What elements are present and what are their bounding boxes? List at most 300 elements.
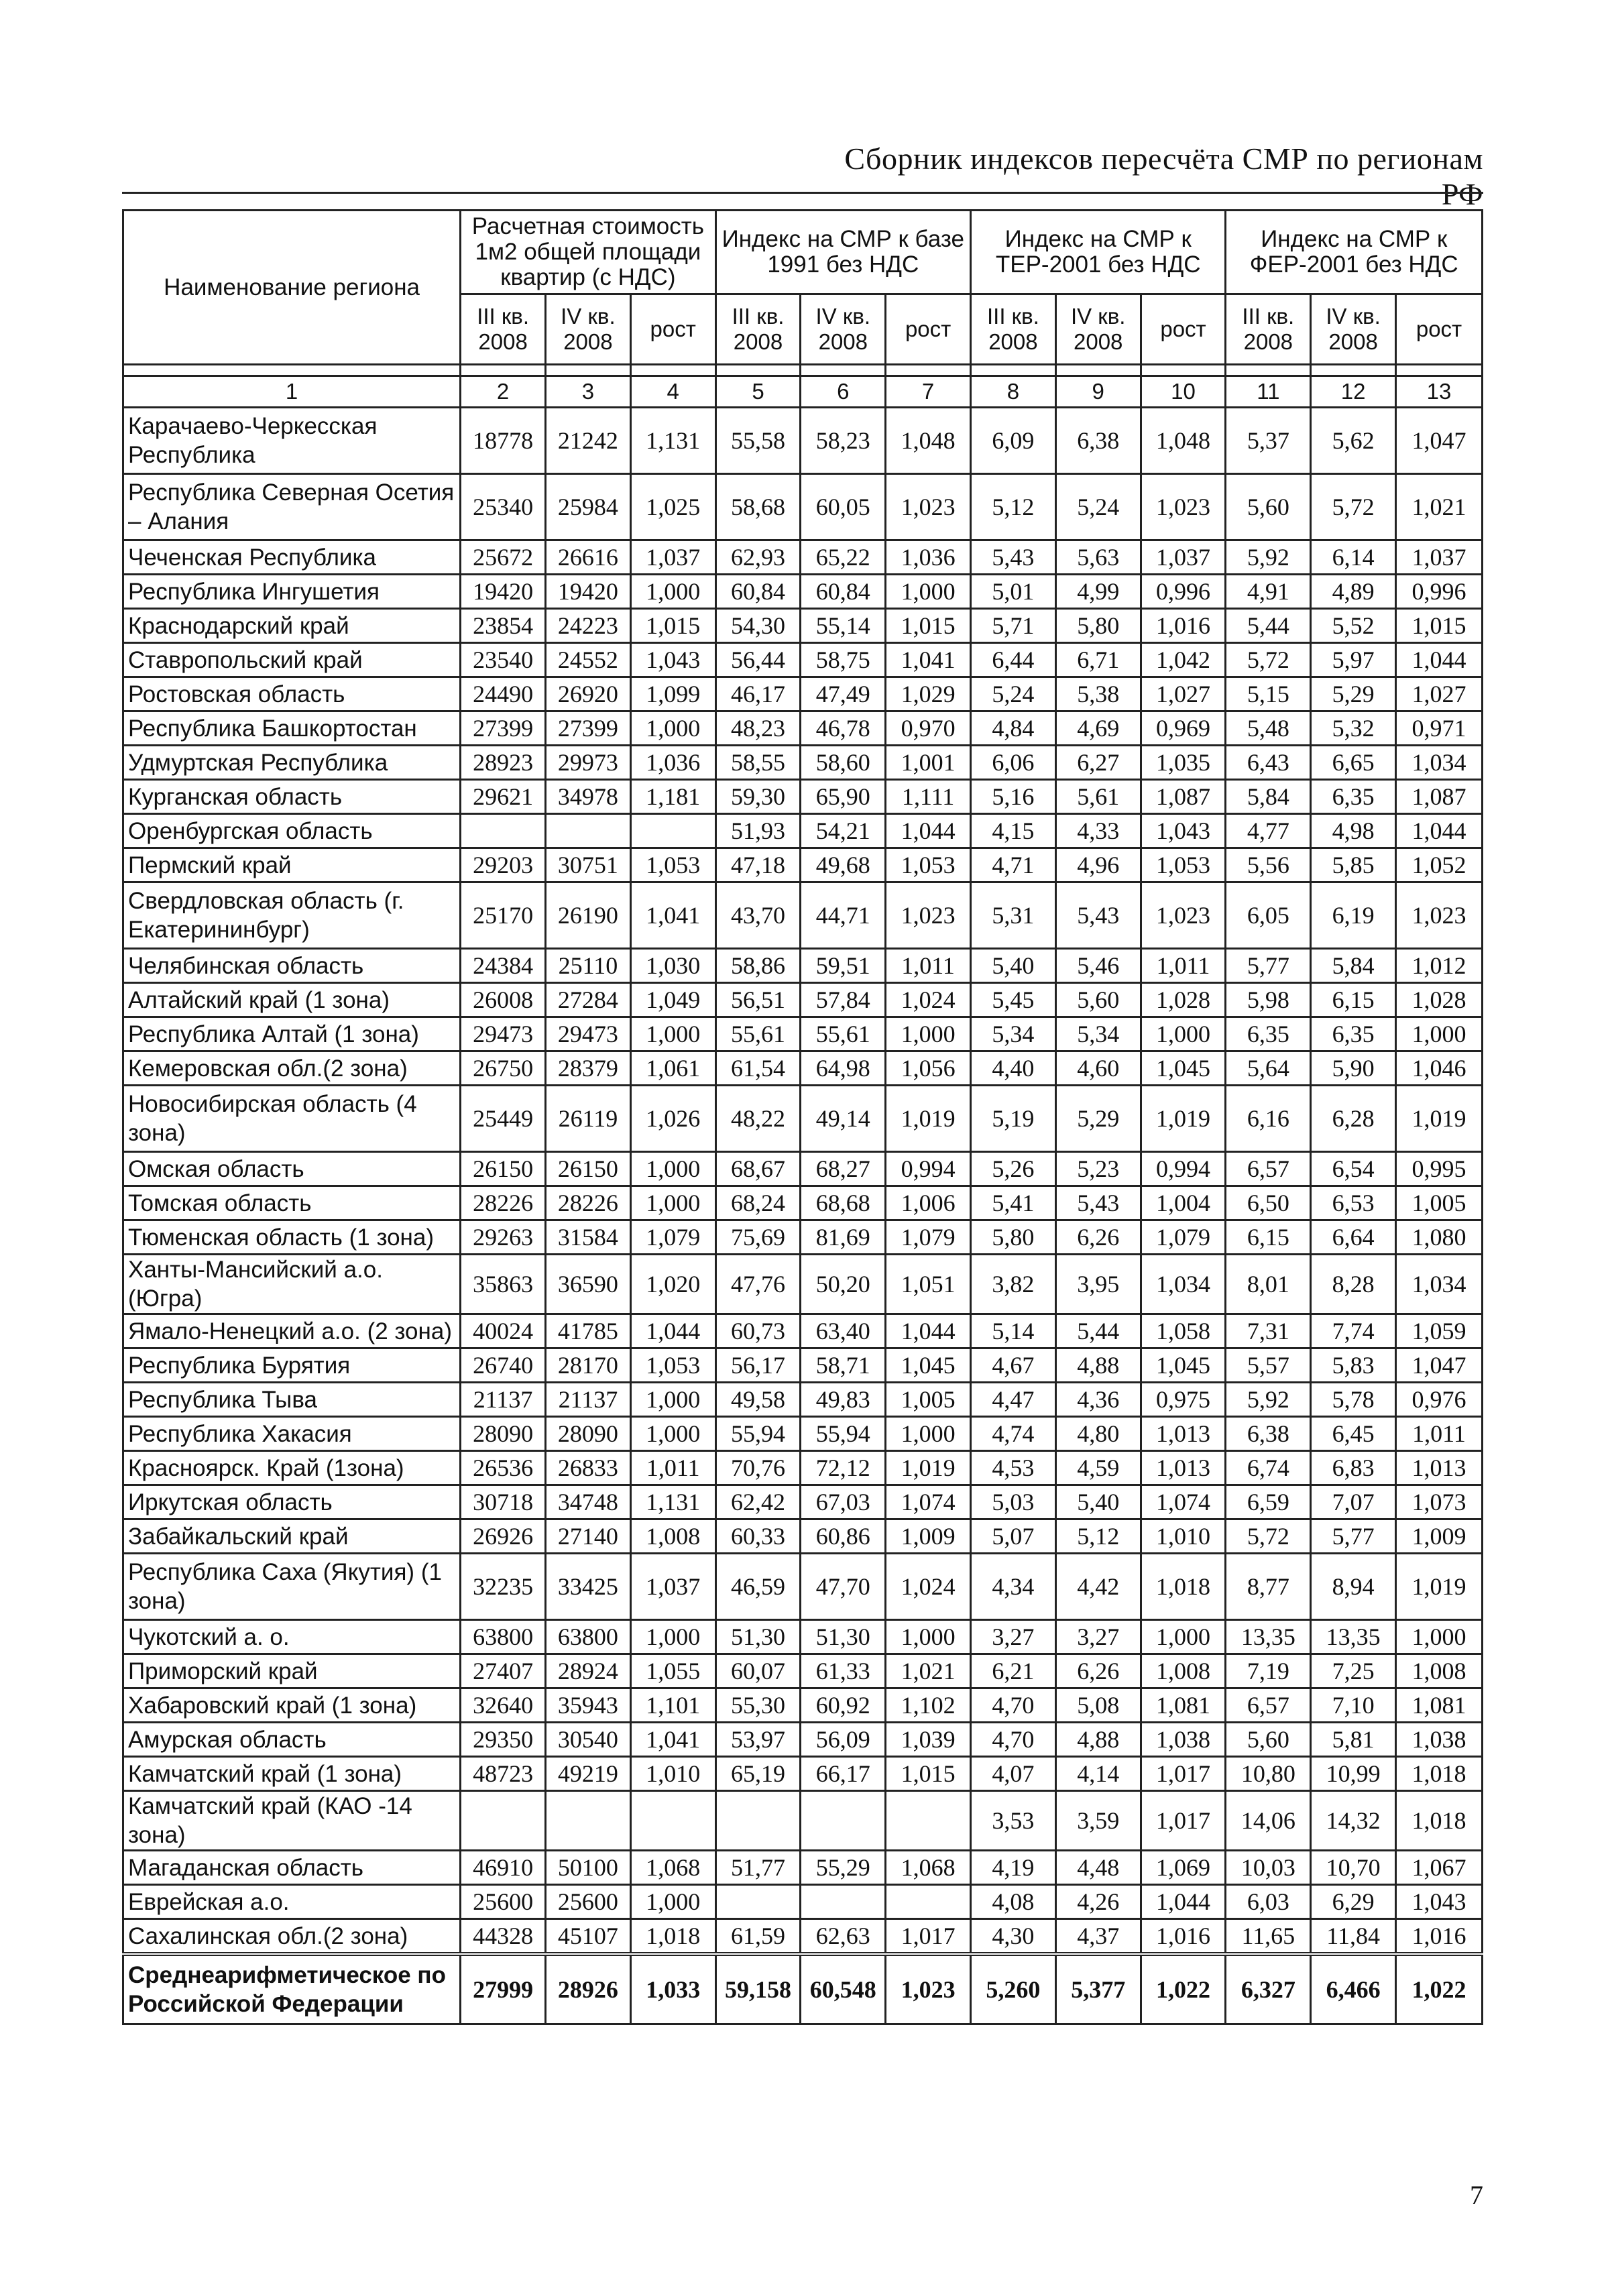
header-rule [122, 192, 1483, 194]
value-cell: 1,079 [886, 1220, 971, 1255]
table-row [123, 1348, 1483, 1383]
value-cell: 1,016 [1396, 1919, 1483, 1955]
value-cell: 63800 [461, 1620, 546, 1654]
value-cell: 65,22 [801, 540, 886, 575]
value-cell: 46910 [461, 1851, 546, 1885]
value-cell: 4,53 [971, 1451, 1056, 1485]
value-cell: 5,41 [971, 1186, 1056, 1220]
value-cell: 1,000 [1396, 1017, 1483, 1051]
region-name: Республика Хакасия [123, 1417, 461, 1451]
value-cell: 1,027 [1396, 677, 1483, 711]
region-name: Республика Бурятия [123, 1348, 461, 1383]
value-cell: 19420 [461, 575, 546, 609]
table-body [123, 408, 1483, 1955]
value-cell: 6,59 [1226, 1485, 1311, 1519]
value-cell: 1,102 [886, 1688, 971, 1723]
value-cell: 24552 [546, 643, 631, 677]
value-cell: 5,84 [1226, 780, 1311, 814]
value-cell: 1,079 [1141, 1220, 1226, 1255]
value-cell: 1,111 [886, 780, 971, 814]
value-cell: 25170 [461, 882, 546, 949]
value-cell: 32235 [461, 1554, 546, 1620]
value-cell: 5,07 [971, 1519, 1056, 1554]
value-cell: 5,97 [1311, 643, 1396, 677]
value-cell: 65,19 [715, 1757, 801, 1791]
value-cell: 64,98 [801, 1051, 886, 1086]
value-cell: 66,17 [801, 1757, 886, 1791]
value-cell: 4,14 [1055, 1757, 1141, 1791]
value-cell: 0,971 [1396, 711, 1483, 746]
value-cell: 48,22 [715, 1086, 801, 1152]
value-cell: 1,013 [1396, 1451, 1483, 1485]
value-cell: 6,27 [1055, 746, 1141, 780]
value-cell: 60,07 [715, 1654, 801, 1688]
value-cell: 1,021 [1396, 474, 1483, 540]
value-cell: 5,12 [971, 474, 1056, 540]
value-cell: 1,055 [630, 1654, 715, 1688]
value-cell: 1,016 [1141, 1919, 1226, 1955]
value-cell: 1,005 [1396, 1186, 1483, 1220]
value-cell: 6,16 [1226, 1086, 1311, 1152]
value-cell: 1,011 [886, 949, 971, 983]
value-cell: 0,975 [1141, 1383, 1226, 1417]
value-cell: 65,90 [801, 780, 886, 814]
value-cell: 4,08 [971, 1885, 1056, 1919]
value-cell: 5,31 [971, 882, 1056, 949]
value-cell: 8,94 [1311, 1554, 1396, 1620]
subheader-q3: III кв. 2008 [715, 294, 801, 365]
value-cell: 1,026 [630, 1086, 715, 1152]
value-cell: 25600 [461, 1885, 546, 1919]
value-cell: 1,016 [1141, 609, 1226, 643]
value-cell: 1,004 [1141, 1186, 1226, 1220]
value-cell: 1,000 [886, 575, 971, 609]
value-cell: 1,005 [886, 1383, 971, 1417]
value-cell: 5,98 [1226, 983, 1311, 1017]
value-cell: 50100 [546, 1851, 631, 1885]
value-cell: 29473 [546, 1017, 631, 1051]
value-cell [461, 1791, 546, 1851]
value-cell [886, 1791, 971, 1851]
value-cell: 5,84 [1311, 949, 1396, 983]
value-cell: 7,25 [1311, 1654, 1396, 1688]
value-cell: 4,70 [971, 1723, 1056, 1757]
value-cell: 26008 [461, 983, 546, 1017]
value-cell: 47,76 [715, 1255, 801, 1314]
value-cell: 1,023 [1141, 474, 1226, 540]
value-cell: 6,35 [1311, 1017, 1396, 1051]
value-cell: 21137 [546, 1383, 631, 1417]
value-cell: 5,80 [1055, 609, 1141, 643]
column-number: 12 [1311, 376, 1396, 408]
table-row [123, 1519, 1483, 1554]
value-cell: 1,011 [630, 1451, 715, 1485]
value-cell: 6,54 [1311, 1152, 1396, 1186]
table-row [123, 1017, 1483, 1051]
region-name: Челябинская область [123, 949, 461, 983]
value-cell: 6,35 [1311, 780, 1396, 814]
value-cell: 1,053 [630, 1348, 715, 1383]
value-cell: 1,053 [630, 848, 715, 882]
value-cell: 25600 [546, 1885, 631, 1919]
value-cell: 5,40 [971, 949, 1056, 983]
value-cell: 6,03 [1226, 1885, 1311, 1919]
value-cell: 6,57 [1226, 1688, 1311, 1723]
value-cell [886, 1885, 971, 1919]
value-cell: 1,011 [1141, 949, 1226, 983]
value-cell: 1,044 [630, 1314, 715, 1348]
value-cell: 6,71 [1055, 643, 1141, 677]
value-cell: 56,51 [715, 983, 801, 1017]
value-cell: 1,000 [630, 1186, 715, 1220]
total-value: 1,022 [1141, 1954, 1226, 2024]
value-cell: 1,080 [1396, 1220, 1483, 1255]
subheader-q4: IV кв. 2008 [546, 294, 631, 365]
value-cell: 49,14 [801, 1086, 886, 1152]
value-cell: 6,57 [1226, 1152, 1311, 1186]
value-cell: 75,69 [715, 1220, 801, 1255]
total-row [123, 1954, 1483, 2024]
value-cell [630, 1791, 715, 1851]
value-cell: 1,073 [1396, 1485, 1483, 1519]
value-cell: 29350 [461, 1723, 546, 1757]
value-cell: 1,000 [1141, 1620, 1226, 1654]
value-cell: 29203 [461, 848, 546, 882]
column-number: 6 [801, 376, 886, 408]
value-cell: 57,84 [801, 983, 886, 1017]
value-cell: 1,017 [1141, 1757, 1226, 1791]
value-cell: 1,034 [1396, 746, 1483, 780]
value-cell: 63,40 [801, 1314, 886, 1348]
value-cell: 58,86 [715, 949, 801, 983]
value-cell: 49,68 [801, 848, 886, 882]
table-row [123, 677, 1483, 711]
value-cell: 1,045 [886, 1348, 971, 1383]
value-cell: 5,23 [1055, 1152, 1141, 1186]
group-header-base-1991: Индекс на СМР к базе 1991 без НДС [715, 211, 970, 294]
value-cell: 4,33 [1055, 814, 1141, 848]
value-cell: 5,77 [1226, 949, 1311, 983]
value-cell: 55,94 [801, 1417, 886, 1451]
value-cell: 51,77 [715, 1851, 801, 1885]
value-cell: 11,65 [1226, 1919, 1311, 1955]
value-cell: 5,26 [971, 1152, 1056, 1186]
value-cell: 1,017 [1141, 1791, 1226, 1851]
value-cell: 4,47 [971, 1383, 1056, 1417]
value-cell: 55,61 [715, 1017, 801, 1051]
value-cell: 5,40 [1055, 1485, 1141, 1519]
region-name: Красноярск. Край (1зона) [123, 1451, 461, 1485]
table-row [123, 746, 1483, 780]
table-row [123, 1620, 1483, 1654]
value-cell: 55,61 [801, 1017, 886, 1051]
value-cell: 26119 [546, 1086, 631, 1152]
table-row [123, 1152, 1483, 1186]
value-cell: 23540 [461, 643, 546, 677]
value-cell: 1,019 [886, 1451, 971, 1485]
table-row [123, 1757, 1483, 1791]
value-cell: 55,29 [801, 1851, 886, 1885]
value-cell: 1,027 [1141, 677, 1226, 711]
value-cell: 4,40 [971, 1051, 1056, 1086]
value-cell: 70,76 [715, 1451, 801, 1485]
table-row [123, 1851, 1483, 1885]
value-cell: 1,044 [1396, 643, 1483, 677]
value-cell: 6,83 [1311, 1451, 1396, 1485]
value-cell: 1,025 [630, 474, 715, 540]
table-row [123, 1885, 1483, 1919]
value-cell: 1,056 [886, 1051, 971, 1086]
value-cell: 21137 [461, 1383, 546, 1417]
value-cell: 1,024 [886, 983, 971, 1017]
value-cell: 6,06 [971, 746, 1056, 780]
value-cell: 1,053 [886, 848, 971, 882]
value-cell: 0,970 [886, 711, 971, 746]
value-cell: 55,30 [715, 1688, 801, 1723]
value-cell: 1,000 [1141, 1017, 1226, 1051]
value-cell: 4,48 [1055, 1851, 1141, 1885]
value-cell: 1,074 [1141, 1485, 1226, 1519]
column-number: 13 [1396, 376, 1483, 408]
table-row [123, 780, 1483, 814]
region-name: Ханты-Мансийский а.о. (Югра) [123, 1255, 461, 1314]
value-cell: 1,018 [630, 1919, 715, 1955]
value-cell: 5,85 [1311, 848, 1396, 882]
value-cell: 1,000 [630, 711, 715, 746]
value-cell: 1,069 [1141, 1851, 1226, 1885]
value-cell: 1,028 [1396, 983, 1483, 1017]
header-gap [123, 365, 1483, 376]
value-cell: 60,92 [801, 1688, 886, 1723]
value-cell: 5,15 [1226, 677, 1311, 711]
value-cell: 58,23 [801, 408, 886, 474]
value-cell: 5,44 [1226, 609, 1311, 643]
value-cell: 8,28 [1311, 1255, 1396, 1314]
value-cell: 4,91 [1226, 575, 1311, 609]
table-row [123, 1314, 1483, 1348]
value-cell: 56,44 [715, 643, 801, 677]
value-cell: 1,067 [1396, 1851, 1483, 1885]
value-cell: 3,53 [971, 1791, 1056, 1851]
value-cell: 5,24 [971, 677, 1056, 711]
value-cell: 28226 [461, 1186, 546, 1220]
value-cell: 5,34 [1055, 1017, 1141, 1051]
value-cell: 54,30 [715, 609, 801, 643]
value-cell: 6,28 [1311, 1086, 1396, 1152]
value-cell: 5,77 [1311, 1519, 1396, 1554]
region-name: Камчатский край (КАО -14 зона) [123, 1791, 461, 1851]
value-cell: 18778 [461, 408, 546, 474]
value-cell: 1,037 [1396, 540, 1483, 575]
value-cell: 24384 [461, 949, 546, 983]
value-cell: 0,996 [1141, 575, 1226, 609]
value-cell: 1,012 [1396, 949, 1483, 983]
value-cell: 35863 [461, 1255, 546, 1314]
value-cell: 5,34 [971, 1017, 1056, 1051]
value-cell: 6,53 [1311, 1186, 1396, 1220]
value-cell: 6,09 [971, 408, 1056, 474]
column-number: 5 [715, 376, 801, 408]
value-cell: 1,023 [1396, 882, 1483, 949]
value-cell: 0,969 [1141, 711, 1226, 746]
value-cell: 26920 [546, 677, 631, 711]
value-cell: 5,90 [1311, 1051, 1396, 1086]
value-cell: 14,06 [1226, 1791, 1311, 1851]
value-cell: 28923 [461, 746, 546, 780]
value-cell: 1,049 [630, 983, 715, 1017]
value-cell: 1,000 [886, 1417, 971, 1451]
value-cell: 50,20 [801, 1255, 886, 1314]
region-name: Курганская область [123, 780, 461, 814]
running-head: Сборник индексов пересчёта СМР по регионам РФ [844, 141, 1483, 211]
column-number: 2 [461, 376, 546, 408]
value-cell: 6,19 [1311, 882, 1396, 949]
value-cell: 1,015 [1396, 609, 1483, 643]
value-cell: 68,68 [801, 1186, 886, 1220]
value-cell: 28170 [546, 1348, 631, 1383]
region-name: Удмуртская Республика [123, 746, 461, 780]
value-cell: 6,29 [1311, 1885, 1396, 1919]
subheader-q4: IV кв. 2008 [1311, 294, 1396, 365]
value-cell: 51,93 [715, 814, 801, 848]
value-cell: 5,12 [1055, 1519, 1141, 1554]
value-cell: 1,000 [630, 1417, 715, 1451]
value-cell: 1,018 [1141, 1554, 1226, 1620]
subheader-q3: III кв. 2008 [1226, 294, 1311, 365]
value-cell [801, 1791, 886, 1851]
value-cell: 46,78 [801, 711, 886, 746]
value-cell: 1,042 [1141, 643, 1226, 677]
table-row [123, 1919, 1483, 1955]
region-name: Хабаровский край (1 зона) [123, 1688, 461, 1723]
value-cell: 14,32 [1311, 1791, 1396, 1851]
table-row [123, 983, 1483, 1017]
value-cell: 47,18 [715, 848, 801, 882]
value-cell: 26833 [546, 1451, 631, 1485]
value-cell: 48,23 [715, 711, 801, 746]
value-cell: 1,099 [630, 677, 715, 711]
value-cell: 5,32 [1311, 711, 1396, 746]
value-cell: 1,009 [1396, 1519, 1483, 1554]
table-row [123, 1417, 1483, 1451]
value-cell: 58,75 [801, 643, 886, 677]
value-cell: 55,94 [715, 1417, 801, 1451]
value-cell: 1,053 [1141, 848, 1226, 882]
value-cell: 61,33 [801, 1654, 886, 1688]
value-cell: 10,70 [1311, 1851, 1396, 1885]
region-name: Тюменская область (1 зона) [123, 1220, 461, 1255]
value-cell: 5,01 [971, 575, 1056, 609]
table-row [123, 1554, 1483, 1620]
value-cell: 1,037 [630, 540, 715, 575]
value-cell: 6,05 [1226, 882, 1311, 949]
region-name: Алтайский край (1 зона) [123, 983, 461, 1017]
value-cell: 5,52 [1311, 609, 1396, 643]
value-cell: 5,78 [1311, 1383, 1396, 1417]
value-cell: 6,43 [1226, 746, 1311, 780]
region-name: Ростовская область [123, 677, 461, 711]
table-row [123, 1255, 1483, 1314]
value-cell: 27140 [546, 1519, 631, 1554]
value-cell [546, 1791, 631, 1851]
value-cell: 5,56 [1226, 848, 1311, 882]
table-row [123, 540, 1483, 575]
value-cell: 6,15 [1311, 983, 1396, 1017]
value-cell: 25449 [461, 1086, 546, 1152]
value-cell: 4,96 [1055, 848, 1141, 882]
value-cell: 7,19 [1226, 1654, 1311, 1688]
value-cell: 29973 [546, 746, 631, 780]
value-cell: 1,000 [1396, 1620, 1483, 1654]
value-cell: 58,71 [801, 1348, 886, 1383]
value-cell: 1,019 [886, 1086, 971, 1152]
group-header-fer-2001: Индекс на СМР к ФЕР-2001 без НДС [1226, 211, 1483, 294]
value-cell: 46,59 [715, 1554, 801, 1620]
value-cell: 4,99 [1055, 575, 1141, 609]
value-cell: 13,35 [1226, 1620, 1311, 1654]
value-cell: 26616 [546, 540, 631, 575]
column-number: 9 [1055, 376, 1141, 408]
value-cell: 29621 [461, 780, 546, 814]
value-cell: 1,036 [630, 746, 715, 780]
value-cell: 47,49 [801, 677, 886, 711]
value-cell: 6,38 [1055, 408, 1141, 474]
value-cell: 1,081 [1141, 1688, 1226, 1723]
value-cell: 7,10 [1311, 1688, 1396, 1723]
value-cell: 29473 [461, 1017, 546, 1051]
value-cell: 43,70 [715, 882, 801, 949]
column-number: 7 [886, 376, 971, 408]
subheader-growth: рост [630, 294, 715, 365]
value-cell: 4,36 [1055, 1383, 1141, 1417]
value-cell: 13,35 [1311, 1620, 1396, 1654]
table-row [123, 1654, 1483, 1688]
value-cell: 25110 [546, 949, 631, 983]
value-cell: 1,131 [630, 408, 715, 474]
value-cell: 1,013 [1141, 1417, 1226, 1451]
region-name: Камчатский край (1 зона) [123, 1757, 461, 1791]
value-cell: 68,24 [715, 1186, 801, 1220]
value-cell: 1,081 [1396, 1688, 1483, 1723]
total-value: 5,260 [971, 1954, 1056, 2024]
value-cell: 23854 [461, 609, 546, 643]
value-cell: 21242 [546, 408, 631, 474]
region-name: Магаданская область [123, 1851, 461, 1885]
value-cell: 4,59 [1055, 1451, 1141, 1485]
region-name: Томская область [123, 1186, 461, 1220]
value-cell: 5,29 [1311, 677, 1396, 711]
group-header-ter-2001: Индекс на СМР к ТЕР-2001 без НДС [971, 211, 1226, 294]
region-name: Чеченская Республика [123, 540, 461, 575]
value-cell: 1,043 [630, 643, 715, 677]
value-cell: 24490 [461, 677, 546, 711]
value-cell: 26926 [461, 1519, 546, 1554]
value-cell: 4,80 [1055, 1417, 1141, 1451]
value-cell: 4,60 [1055, 1051, 1141, 1086]
value-cell: 58,55 [715, 746, 801, 780]
value-cell: 31584 [546, 1220, 631, 1255]
value-cell: 5,16 [971, 780, 1056, 814]
value-cell: 30751 [546, 848, 631, 882]
value-cell: 25984 [546, 474, 631, 540]
value-cell: 5,92 [1226, 540, 1311, 575]
value-cell: 10,03 [1226, 1851, 1311, 1885]
value-cell: 44328 [461, 1919, 546, 1955]
value-cell: 5,83 [1311, 1348, 1396, 1383]
value-cell [461, 814, 546, 848]
value-cell: 54,21 [801, 814, 886, 848]
value-cell: 1,000 [630, 1885, 715, 1919]
